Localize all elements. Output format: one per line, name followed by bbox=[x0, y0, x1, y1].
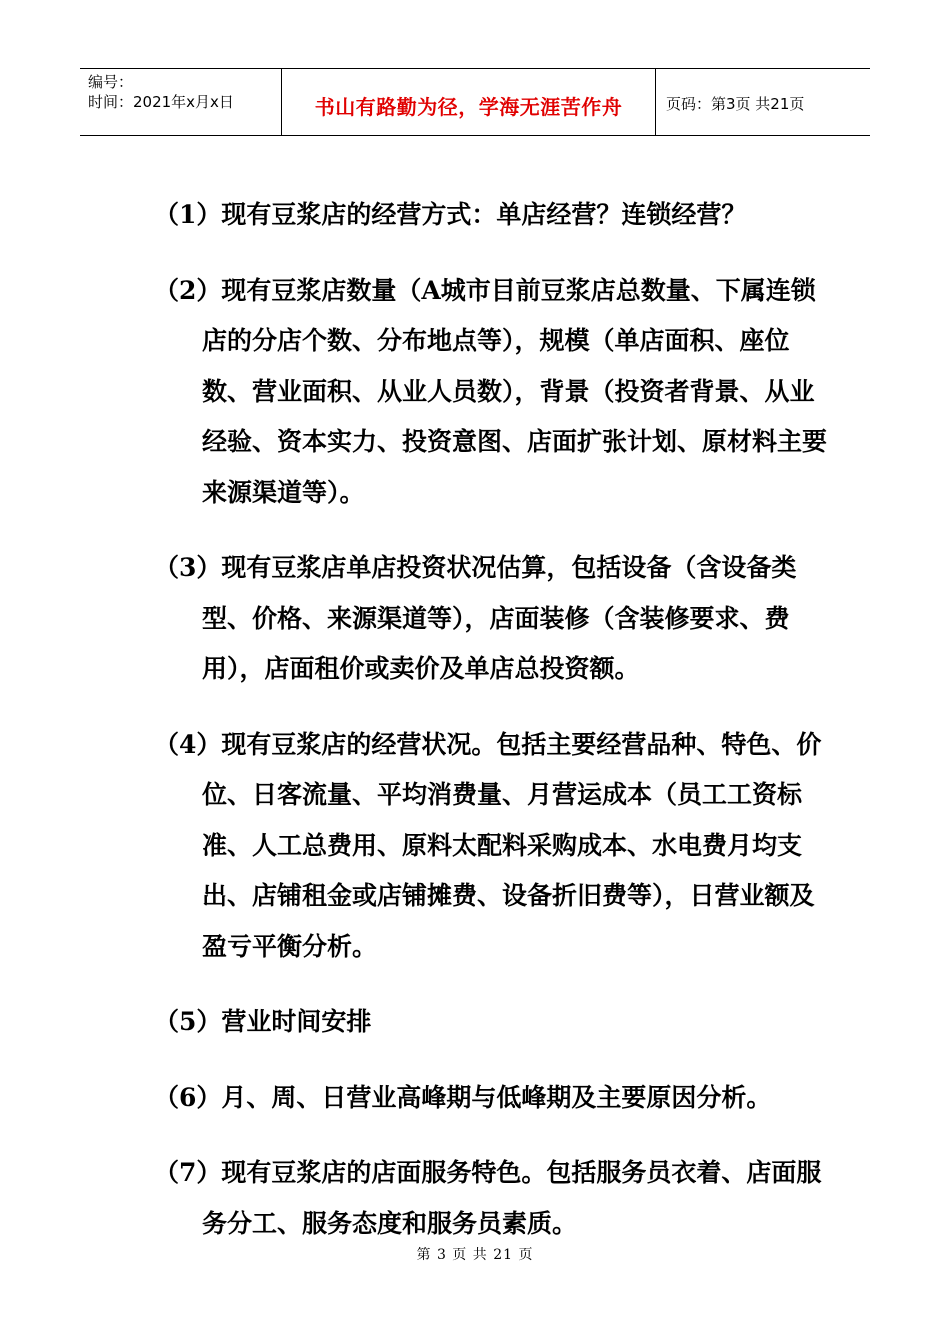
paragraph-2: （2）现有豆浆店数量（A城市目前豆浆店总数量、下属连锁店的分店个数、分布地点等），规模（单店面积、座位数、营业面积、从业人员数），背景（投资者背景、从业经验、资本实力、投资意图、店面扩张计划、原材料主要来源渠道等）。 bbox=[154, 275, 828, 507]
header-meta bbox=[88, 72, 234, 112]
paragraph-3: （3）现有豆浆店单店投资状况估算，包括设备（含设备类型、价格、来源渠道等），店面装修（含装修要求、费用），店面租价或卖价及单店总投资额。 bbox=[154, 553, 797, 683]
header-page-info: 页码：第3页 共21页 bbox=[666, 95, 805, 113]
document-body bbox=[154, 165, 834, 1269]
header-motto: 书山有路勤为径，学海无涯苦作舟 bbox=[314, 95, 623, 119]
date-label: 时间：2021年x月x日 bbox=[88, 93, 234, 111]
page-footer: 第 3 页 共 21 页 bbox=[416, 1247, 534, 1263]
paragraph-6: （6）月、周、日营业高峰期与低峰期及主要原因分析。 bbox=[154, 1082, 772, 1112]
paragraph-4: （4）现有豆浆店的经营状况。包括主要经营品种、特色、价位、日客流量、平均消费量、月营运成本（员工工资标准、人工总费用、原料太配料采购成本、水电费月均支出、店铺租金或店铺摊费、设备折旧费等），日营业额及盈亏平衡分析。 bbox=[154, 729, 822, 961]
paragraph-1: （1）现有豆浆店的经营方式：单店经营？连锁经营？ bbox=[154, 200, 747, 229]
number-label: 编号： bbox=[88, 73, 134, 91]
paragraph-7: （7）现有豆浆店的店面服务特色。包括服务员衣着、店面服务分工、服务态度和服务员素质。 bbox=[154, 1158, 822, 1238]
header-divider bbox=[655, 69, 656, 135]
paragraph-5: （5）营业时间安排 bbox=[154, 1007, 372, 1036]
page-header bbox=[80, 68, 870, 136]
